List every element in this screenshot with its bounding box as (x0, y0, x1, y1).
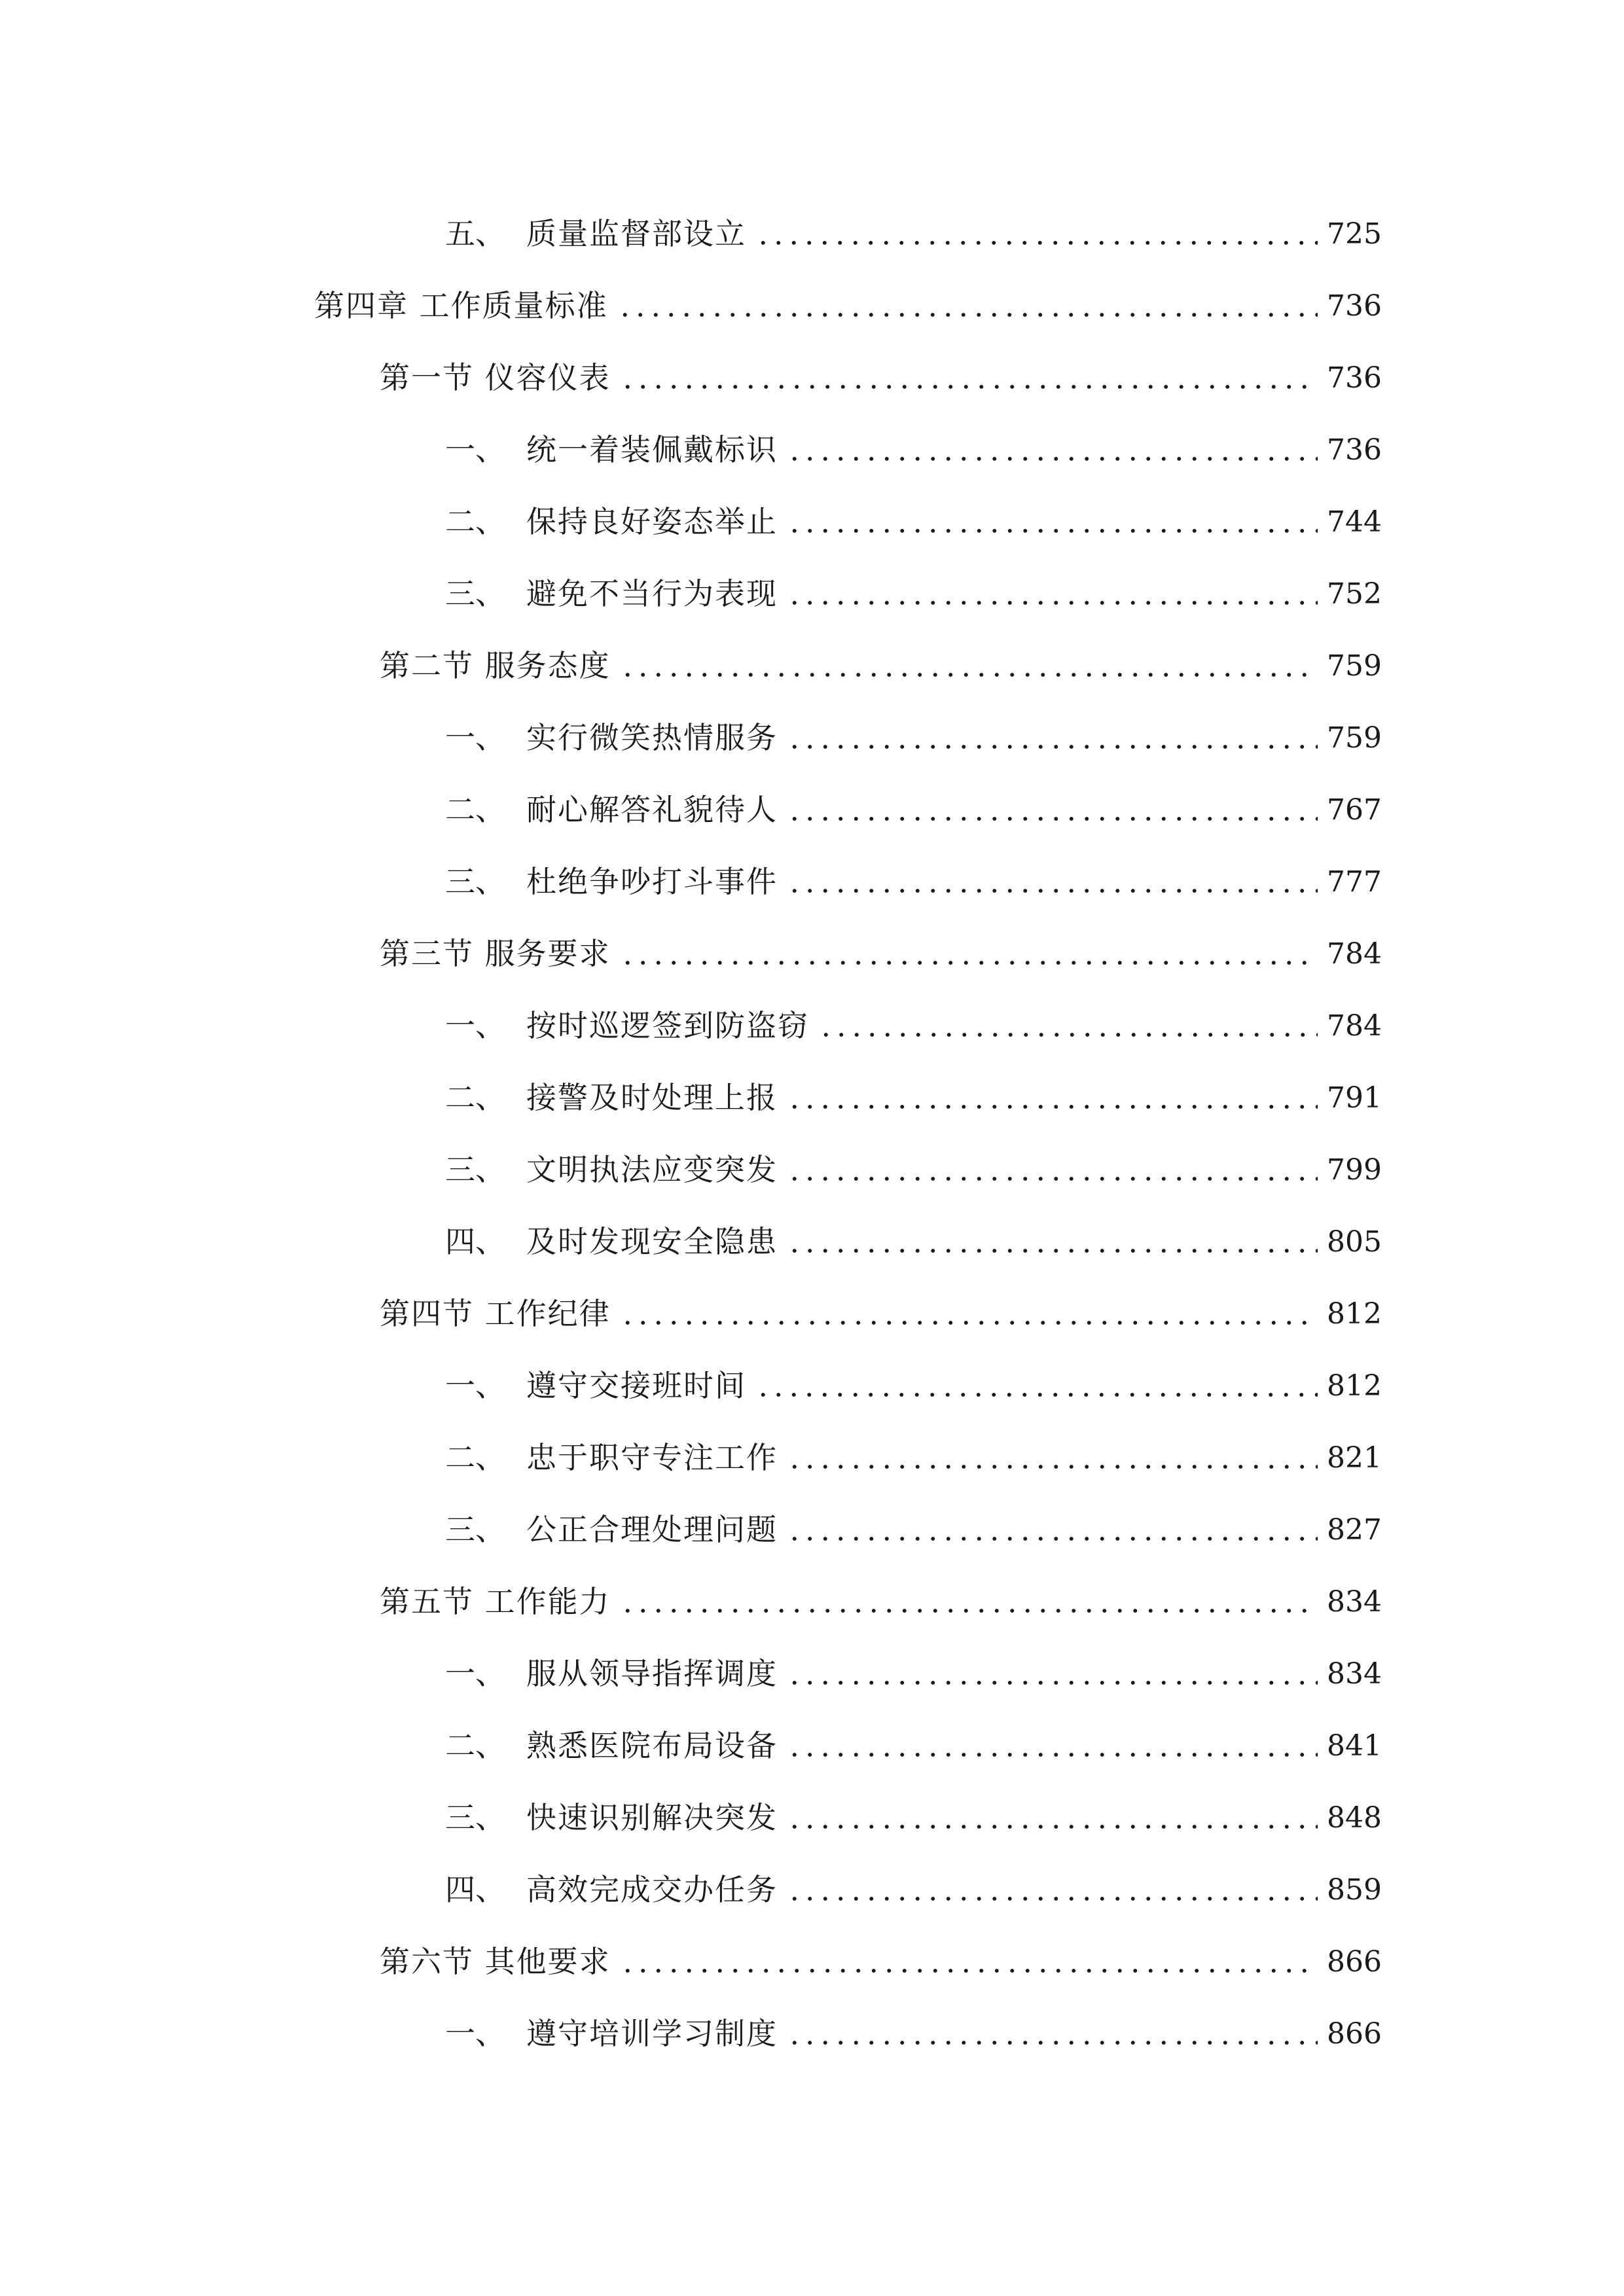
toc-entry-page: 799 (1327, 1153, 1382, 1187)
toc-entry-number: 一、 (445, 2016, 505, 2051)
toc-entry-page: 791 (1327, 1081, 1382, 1115)
toc-entry-title: 文明执法应变突发 (526, 1152, 778, 1187)
dot-leader (620, 961, 1318, 965)
toc-section-entry[interactable] (380, 1564, 1382, 1617)
dot-leader (787, 529, 1318, 533)
toc-entry[interactable] (445, 1348, 1382, 1401)
toc-entry-title: 第四节 工作纪律 (380, 1296, 611, 1331)
dot-leader (787, 457, 1318, 461)
toc-entry-page: 777 (1327, 865, 1382, 899)
toc-section-entry[interactable] (380, 916, 1382, 969)
toc-entry-page: 866 (1327, 1945, 1382, 1979)
toc-entry-title: 第六节 其他要求 (380, 1944, 611, 1979)
dot-leader (787, 601, 1318, 605)
dot-leader (787, 1753, 1318, 1757)
toc-entry-page: 805 (1327, 1225, 1382, 1259)
toc-entry-title: 耐心解答礼貌待人 (526, 792, 778, 827)
dot-leader (620, 673, 1318, 677)
dot-leader (787, 1105, 1318, 1109)
toc-entry-title: 第二节 服务态度 (380, 648, 611, 683)
toc-entry-title: 保持良好姿态举止 (526, 504, 778, 539)
toc-entry-title: 遵守培训学习制度 (526, 2016, 778, 2051)
toc-entry-page: 752 (1327, 577, 1382, 611)
toc-entry-title: 快速识别解决突发 (526, 1800, 778, 1835)
toc-entry-title: 遵守交接班时间 (526, 1368, 746, 1403)
toc-entry-number: 三、 (445, 1152, 505, 1187)
toc-entry-page: 725 (1327, 217, 1382, 251)
toc-entry-page: 759 (1327, 721, 1382, 755)
toc-entry-title: 避免不当行为表现 (526, 576, 778, 611)
dot-leader (620, 1969, 1318, 1973)
toc-entry[interactable] (445, 1708, 1382, 1761)
toc-entry-number: 三、 (445, 864, 505, 899)
toc-entry-page: 859 (1327, 1873, 1382, 1907)
toc-entry-page: 834 (1327, 1585, 1382, 1619)
dot-leader (617, 313, 1318, 317)
toc-entry-title: 统一着装佩戴标识 (526, 432, 778, 467)
dot-leader (620, 385, 1318, 389)
toc-entry-page: 812 (1327, 1369, 1382, 1403)
toc-entry-number: 四、 (445, 1872, 505, 1907)
toc-entry[interactable] (445, 1780, 1382, 1833)
toc-entry-title: 第三节 服务要求 (380, 936, 611, 971)
toc-entry-page: 848 (1327, 1801, 1382, 1835)
toc-entry-title: 熟悉医院布局设备 (526, 1728, 778, 1763)
toc-entry[interactable] (445, 1996, 1382, 2049)
toc-entry[interactable] (445, 1852, 1382, 1905)
toc-entry[interactable] (445, 1492, 1382, 1545)
toc-entry-title: 高效完成交办任务 (526, 1872, 778, 1907)
toc-entry-number: 二、 (445, 1440, 505, 1475)
toc-entry-title: 第四章 工作质量标准 (314, 288, 608, 323)
toc-entry-title: 质量监督部设立 (526, 216, 746, 251)
dot-leader (620, 1321, 1318, 1325)
dot-leader (755, 241, 1318, 245)
toc-entry-page: 841 (1327, 1729, 1382, 1763)
toc-entry-number: 一、 (445, 1008, 505, 1043)
toc-entry-page: 784 (1327, 1009, 1382, 1043)
toc-entry[interactable] (445, 700, 1382, 753)
toc-entry-page: 736 (1327, 289, 1382, 323)
toc-entry[interactable] (445, 1420, 1382, 1473)
dot-leader (787, 2041, 1318, 2045)
toc-entry-page: 866 (1327, 2017, 1382, 2051)
dot-leader (787, 1825, 1318, 1829)
toc-entry-title: 实行微笑热情服务 (526, 720, 778, 755)
dot-leader (787, 1681, 1318, 1685)
toc-entry-number: 二、 (445, 504, 505, 539)
toc-entry-page: 736 (1327, 433, 1382, 467)
toc-entry[interactable] (445, 556, 1382, 609)
toc-entry-number: 二、 (445, 792, 505, 827)
dot-leader (787, 1177, 1318, 1181)
toc-entry-title: 接警及时处理上报 (526, 1080, 778, 1115)
toc-entry[interactable] (445, 412, 1382, 465)
toc-entry-title: 第一节 仪容仪表 (380, 360, 611, 395)
toc-entry[interactable] (445, 988, 1382, 1041)
toc-entry-number: 三、 (445, 1512, 505, 1547)
dot-leader (755, 1393, 1318, 1397)
toc-entry-page: 759 (1327, 649, 1382, 683)
toc-entry-title: 杜绝争吵打斗事件 (526, 864, 778, 899)
dot-leader (818, 1033, 1318, 1037)
toc-entry-title: 按时巡逻签到防盗窃 (526, 1008, 809, 1043)
toc-entry-number: 一、 (445, 432, 505, 467)
toc-entry[interactable] (445, 196, 1382, 249)
toc-entry-page: 827 (1327, 1513, 1382, 1547)
toc-entry-number: 四、 (445, 1224, 505, 1259)
dot-leader (787, 1537, 1318, 1541)
toc-entry[interactable] (445, 1060, 1382, 1113)
toc-entry[interactable] (445, 772, 1382, 825)
toc-entry-page: 821 (1327, 1441, 1382, 1475)
toc-entry-title: 服从领导指挥调度 (526, 1656, 778, 1691)
toc-entry-page: 834 (1327, 1657, 1382, 1691)
dot-leader (787, 817, 1318, 821)
toc-entry-title: 公正合理处理问题 (526, 1512, 778, 1547)
toc-section-entry[interactable] (380, 1924, 1382, 1977)
toc-entry-title: 忠于职守专注工作 (526, 1440, 778, 1475)
toc-entry-title: 第五节 工作能力 (380, 1584, 611, 1619)
toc-entry-number: 一、 (445, 1368, 505, 1403)
dot-leader (787, 1249, 1318, 1253)
toc-entry[interactable] (445, 1204, 1382, 1257)
toc-entry-page: 736 (1327, 361, 1382, 395)
dot-leader (787, 889, 1318, 893)
toc-entry-page: 767 (1327, 793, 1382, 827)
toc-entry-page: 812 (1327, 1297, 1382, 1331)
toc-entry[interactable] (445, 484, 1382, 537)
dot-leader (787, 1897, 1318, 1901)
toc-entry-number: 三、 (445, 1800, 505, 1835)
toc-entry-page: 784 (1327, 937, 1382, 971)
toc-entry-number: 二、 (445, 1728, 505, 1763)
toc-entry-number: 一、 (445, 1656, 505, 1691)
toc-chapter-entry[interactable] (314, 268, 1382, 321)
dot-leader (787, 1465, 1318, 1469)
toc-entry-number: 三、 (445, 576, 505, 611)
toc-section-entry[interactable] (380, 340, 1382, 393)
toc-entry-page: 744 (1327, 505, 1382, 539)
dot-leader (787, 745, 1318, 749)
toc-entry-number: 二、 (445, 1080, 505, 1115)
toc-entry-title: 及时发现安全隐患 (526, 1224, 778, 1259)
dot-leader (620, 1609, 1318, 1613)
toc-entry[interactable] (445, 1636, 1382, 1689)
toc-entry-number: 五、 (445, 216, 505, 251)
toc-entry[interactable] (445, 844, 1382, 897)
toc-entry-number: 一、 (445, 720, 505, 755)
toc-section-entry[interactable] (380, 628, 1382, 681)
toc-entry[interactable] (445, 1132, 1382, 1185)
toc-section-entry[interactable] (380, 1276, 1382, 1329)
